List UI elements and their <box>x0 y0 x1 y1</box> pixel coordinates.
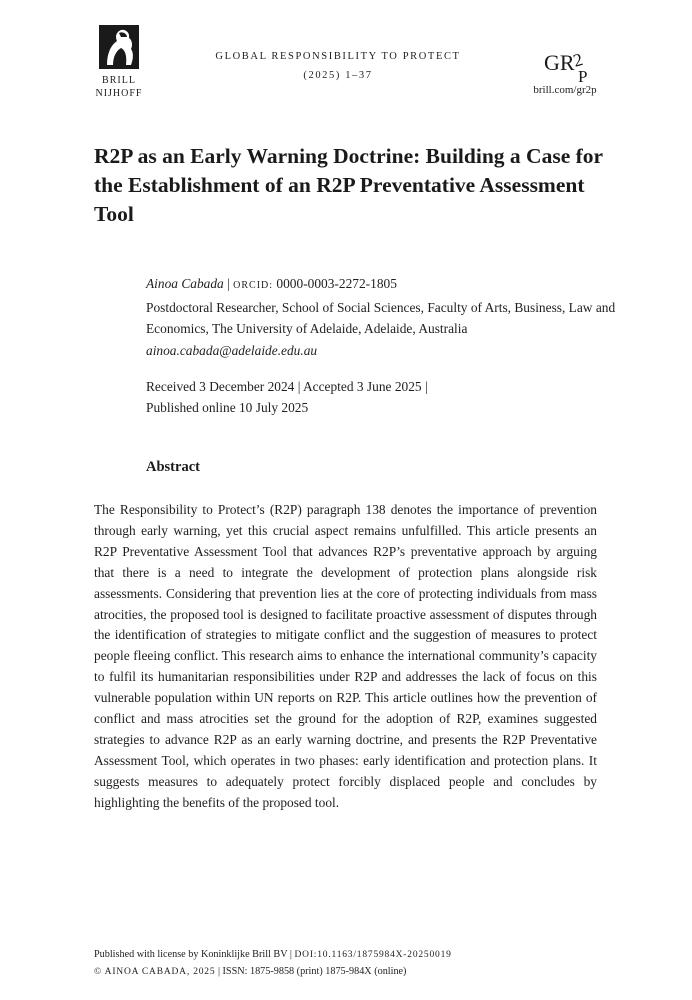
svg-text:P: P <box>578 67 588 86</box>
author-email[interactable]: ainoa.cabada@adelaide.edu.au <box>146 342 318 358</box>
license-line <box>94 947 614 964</box>
svg-text:2: 2 <box>571 49 585 71</box>
orcid-id[interactable]: 0000-0003-2272-1805 <box>276 276 397 291</box>
copyright: © AINOA CABADA, 2025 <box>94 966 216 977</box>
brill-athena-icon <box>99 25 139 69</box>
author-name: Ainoa Cabada <box>146 276 224 291</box>
publication-dates <box>146 376 616 418</box>
abstract-text: The Responsibility to Protect’s (R2P) paragraph 138 denotes the importance of prevention through early warning, yet this crucial aspect remains unfulfilled. This article presents an R2P Preventative Assessment Tool that advances R2P’s preventative approach by arguing that there is a need to integrate the development of protection plans alongside risk assessments. Considering that prevention lies at the core of protecting individuals from mass atrocities, the proposed tool is designed to facilitate proactive assessment of disputes through the identification of strategies to mitigate conflict and the suggestion of measures to protect people fleeing conflict. This research aims to enhance the international community’s capacity to fulfil its humanitarian responsibilities under R2P and addresses the lack of focus on this vulnerable population within UN reports on R2P. This article outlines how the prevention of conflict and mass atrocities set the ground for the adoption of R2P, examines suggested strategies to advance R2P as an early warning doctrine, and presents the R2P Preventative Assessment Tool, which operates in two phases: early identification and protection plans. It suggests measures to adequately protect forcibly displaced people and concludes by highlighting the benefits of the proposed tool. <box>94 502 597 810</box>
published-date: Published online 10 July 2025 <box>146 400 309 415</box>
journal-running-head <box>200 47 476 85</box>
doi[interactable]: DOI:10.1163/1875984X-20250019 <box>294 950 452 960</box>
abstract-body <box>94 500 597 814</box>
author-line <box>146 273 616 297</box>
separator: | <box>227 276 234 291</box>
journal-name: GLOBAL RESPONSIBILITY TO PROTECT <box>215 51 461 62</box>
author-affiliation: Postdoctoral Researcher, School of Social Sciences, Faculty of Arts, Business, Law and Economics, The University of Adelaide, Adelaide, Australia <box>146 299 616 336</box>
abstract-heading: Abstract <box>146 459 200 475</box>
svg-text:GR: GR <box>544 50 575 75</box>
journal-logo <box>520 46 610 96</box>
article-title: R2P as an Early Warning Doctrine: Building a Case for the Establishment of an R2P Preventative Assessment Tool <box>94 144 603 226</box>
publisher-logo <box>94 25 144 100</box>
publisher-name: BRILL <box>102 75 136 86</box>
orcid-label: ORCID: <box>233 280 274 291</box>
journal-issue: (2025) 1–37 <box>303 70 373 81</box>
copyright-line <box>94 964 614 981</box>
publisher-imprint: NIJHOFF <box>95 88 143 99</box>
separator: | <box>289 949 295 960</box>
license-text: Published with license by Koninklijke Brill BV <box>94 949 288 960</box>
received-accepted-dates: Received 3 December 2024 | Accepted 3 June 2025 | <box>146 379 428 394</box>
journal-url[interactable]: brill.com/gr2p <box>533 84 597 96</box>
issn: ISSN: 1875-9858 (print) 1875-984X (online) <box>222 965 407 977</box>
page-footer <box>94 947 614 980</box>
gr2p-logo-icon <box>530 46 600 86</box>
author-block <box>146 273 616 361</box>
separator: | <box>217 965 223 977</box>
